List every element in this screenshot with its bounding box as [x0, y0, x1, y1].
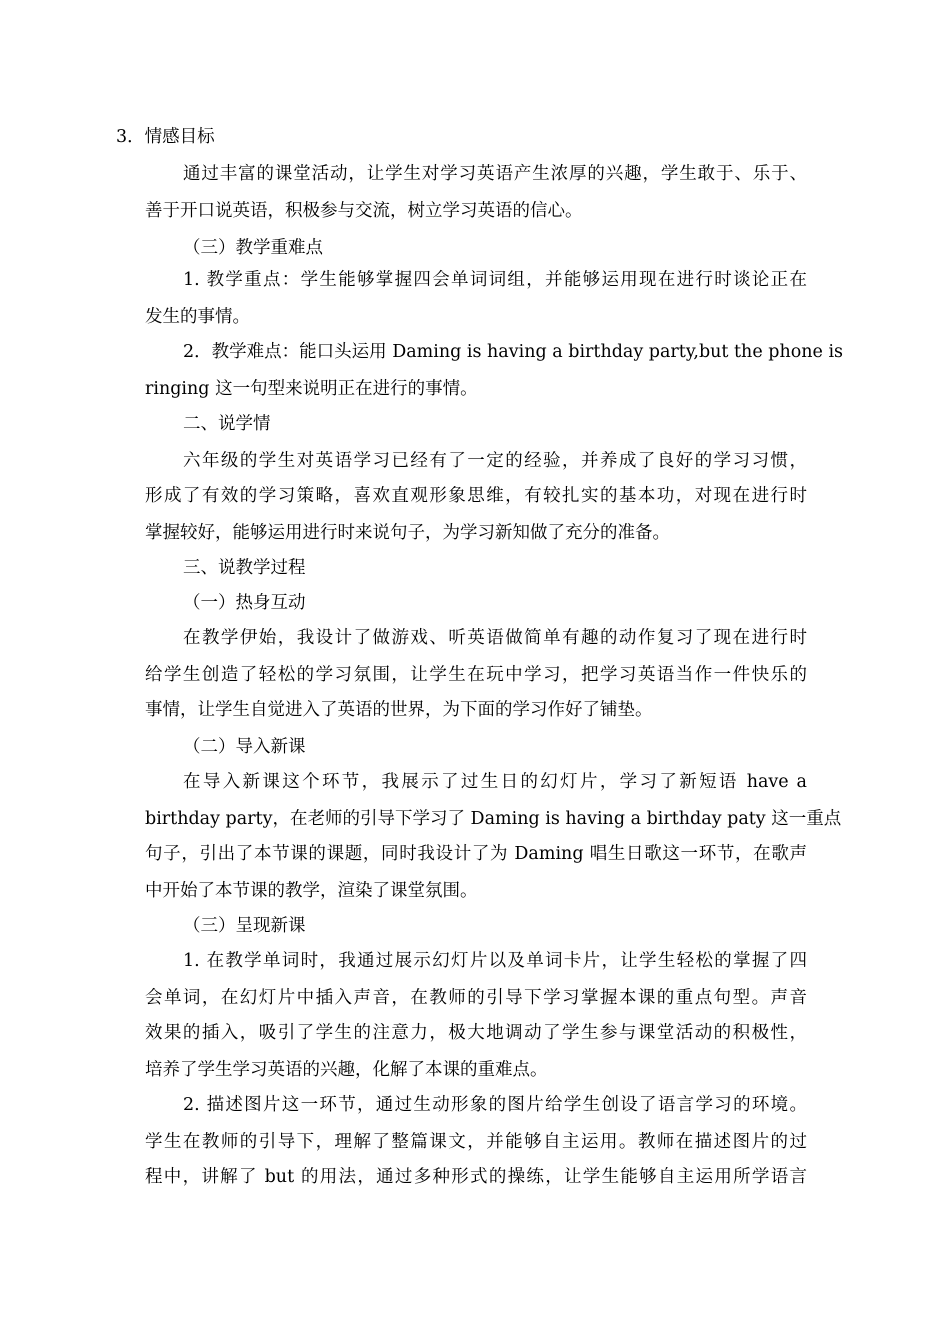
paragraph-line: 掌握较好，能够运用进行时来说句子，为学习新知做了充分的准备。 — [145, 523, 670, 543]
paragraph-line: 1. 教学重点：学生能够掌握四会单词词组，并能够运用现在进行时谈论正在 — [183, 270, 807, 290]
paragraph-line: 发生的事情。 — [145, 307, 250, 327]
paragraph-line: ringing 这一句型来说明正在进行的事情。 — [145, 379, 478, 399]
paragraph-line: 会单词，在幻灯片中插入声音，在教师的引导下学习掌握本课的重点句型。声音 — [145, 988, 807, 1008]
paragraph-line: 给学生创造了轻松的学习氛围，让学生在玩中学习，把学习英语当作一件快乐的 — [145, 665, 807, 685]
paragraph-line: 学生在教师的引导下，理解了整篇课文，并能够自主运用。教师在描述图片的过 — [145, 1132, 807, 1152]
heading-lead-in: （二）导入新课 — [183, 737, 306, 757]
heading-student-analysis: 二、说学情 — [183, 414, 271, 434]
paragraph-line: 2. 描述图片这一环节，通过生动形象的图片给学生创设了语言学习的环境。 — [183, 1095, 807, 1115]
heading-emotional-goals: 3．情感目标 — [116, 127, 215, 147]
heading-key-difficult-points: （三）教学重难点 — [183, 238, 323, 258]
paragraph-line: 效果的插入，吸引了学生的注意力，极大地调动了学生参与课堂活动的积极性， — [145, 1023, 807, 1043]
paragraph-line: 2．教学难点：能口头运用 Daming is having a birthday party,but the phone is — [183, 342, 844, 362]
paragraph-line: 在导入新课这个环节，我展示了过生日的幻灯片，学习了新短语 have a — [183, 772, 807, 792]
paragraph-line: 在教学伊始，我设计了做游戏、听英语做简单有趣的动作复习了现在进行时 — [183, 628, 807, 648]
paragraph-line: 中开始了本节课的教学，渲染了课堂氛围。 — [145, 881, 478, 901]
heading-presentation: （三）呈现新课 — [183, 916, 306, 936]
paragraph-line: 1. 在教学单词时，我通过展示幻灯片以及单词卡片，让学生轻松的掌握了四 — [183, 951, 807, 971]
paragraph-line: 六年级的学生对英语学习已经有了一定的经验，并养成了良好的学习习惯， — [183, 451, 807, 471]
heading-warm-up: （一）热身互动 — [183, 593, 306, 613]
paragraph-line: 句子，引出了本节课的课题，同时我设计了为 Daming 唱生日歌这一环节，在歌声 — [145, 844, 807, 864]
paragraph-line: 事情，让学生自觉进入了英语的世界，为下面的学习作好了铺垫。 — [145, 700, 653, 720]
paragraph-line: 形成了有效的学习策略，喜欢直观形象思维，有较扎实的基本功，对现在进行时 — [145, 486, 807, 506]
paragraph-line: 程中，讲解了 but 的用法，通过多种形式的操练，让学生能够自主运用所学语言 — [145, 1167, 807, 1187]
paragraph-line: birthday party，在老师的引导下学习了 Daming is having a birthday paty 这一重点 — [145, 809, 842, 829]
paragraph-line: 善于开口说英语，积极参与交流，树立学习英语的信心。 — [145, 201, 583, 221]
paragraph-line: 通过丰富的课堂活动，让学生对学习英语产生浓厚的兴趣，学生敢于、乐于、 — [183, 164, 807, 184]
paragraph-line: 培养了学生学习英语的兴趣，化解了本课的重难点。 — [145, 1060, 548, 1080]
heading-teaching-process: 三、说教学过程 — [183, 558, 306, 578]
